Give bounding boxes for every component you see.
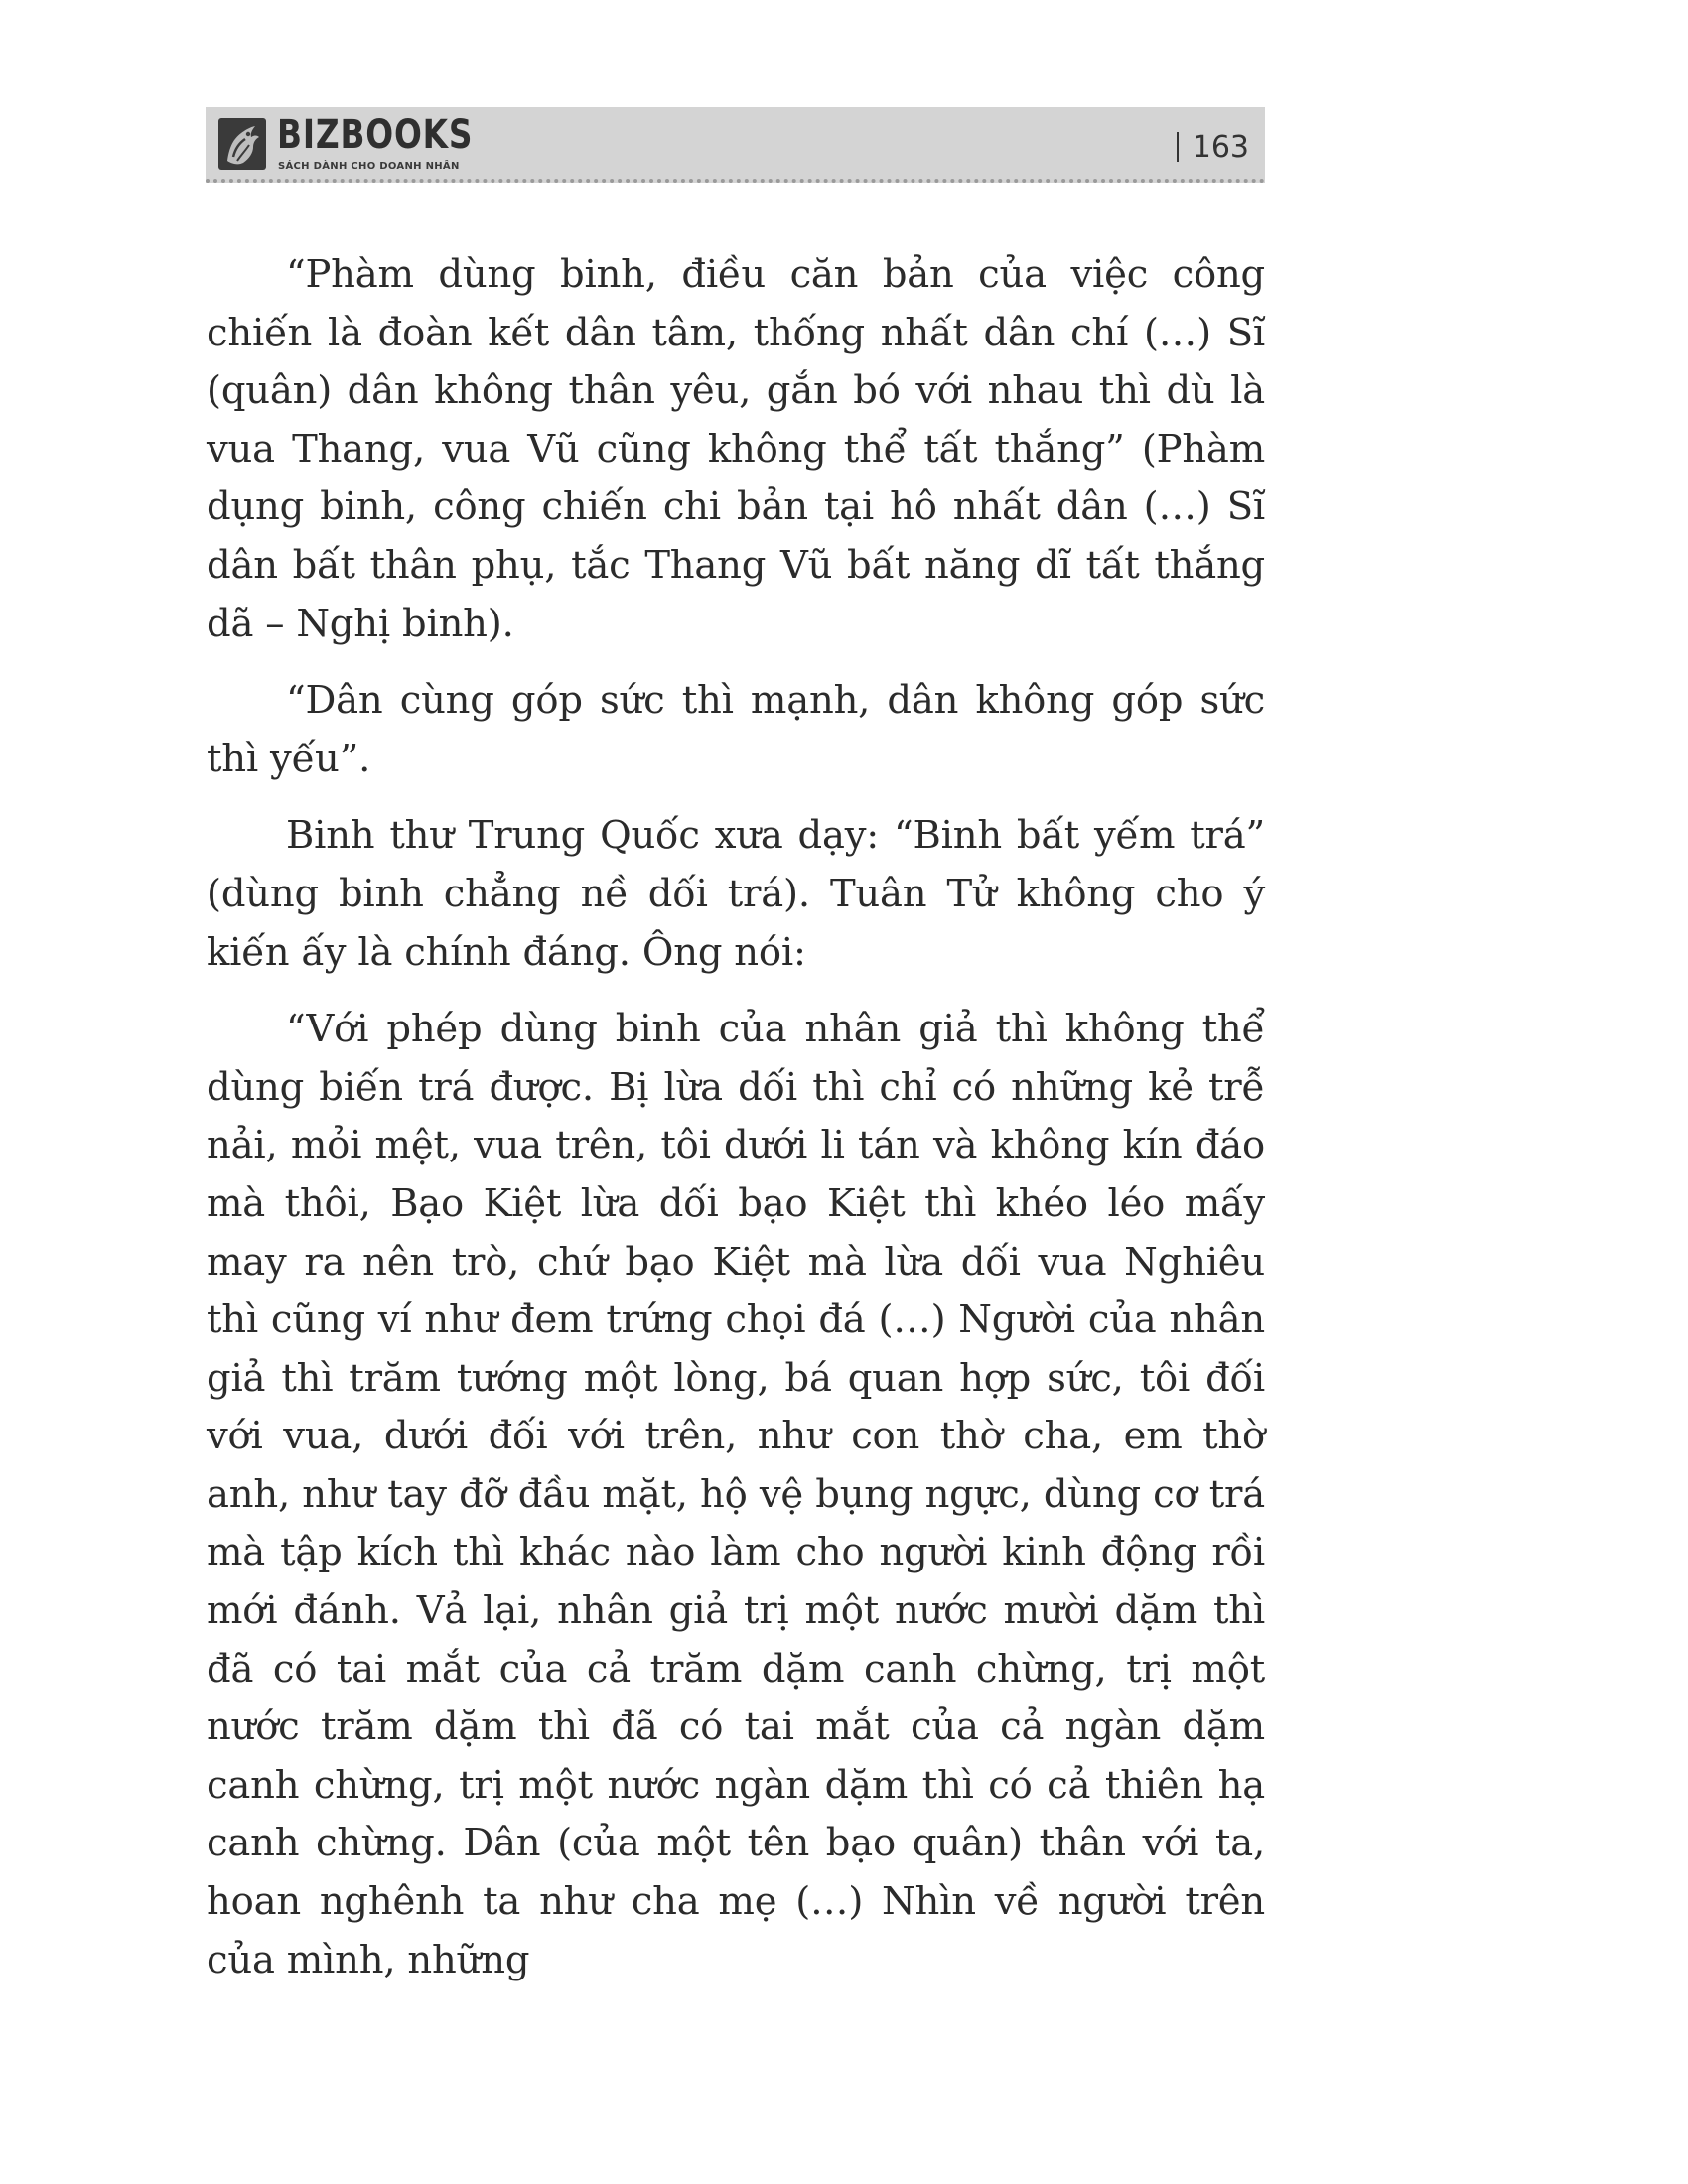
logo-tagline: SÁCH DÀNH CHO DOANH NHÂN [278, 161, 460, 172]
logo-wordmark: BIZBOOKS [277, 112, 474, 158]
paragraph-2: “Dân cùng góp sức thì mạnh, dân không góp sức thì yếu”. [207, 678, 1265, 781]
body-text [207, 246, 1265, 2008]
paragraph-4: “Với phép dùng binh của nhân giả thì không thể dùng biến trá được. Bị lừa dối thì chỉ có những kẻ trễ nải, mỏi mệt, vua trên, tôi dưới li tán và không kín đáo mà thôi, Bạo Kiệt lừa dối bạo Kiệt thì khéo léo mấy may ra nên trò, chứ bạo Kiệt mà lừa dối vua Nghiêu thì cũng ví như đem trứng chọi đá (…) Người của nhân giả thì trăm tướng một lòng, bá quan hợp sức, tôi đối với vua, dưới đối với trên, như con thờ cha, em thờ anh, như tay đỡ đầu mặt, hộ vệ bụng ngực, dùng cơ trá mà tập kích thì khác nào làm cho người kinh động rồi mới đánh. Vả lại, nhân giả trị một nước mười dặm thì đã có tai mắt của cả trăm dặm canh chừng, trị một nước trăm dặm thì đã có tai mắt của cả ngàn dặm canh chừng, trị một nước ngàn dặm thì có cả thiên hạ canh chừng. Dân (của một tên bạo quân) thân với ta, hoan nghênh ta như cha mẹ (…) Nhìn về người trên của mình, những [207, 1007, 1265, 1982]
page-header [206, 107, 1265, 183]
page-number-divider [1177, 132, 1179, 162]
paragraph-3: Binh thư Trung Quốc xưa dạy: “Binh bất yếm trá” (dùng binh chẳng nề dối trá). Tuân Tử không cho ý kiến ấy là chính đáng. Ông nói: [207, 813, 1265, 975]
bizbooks-logo-icon [217, 117, 267, 171]
page-number-value: 163 [1192, 130, 1249, 165]
paragraph-1: “Phàm dùng binh, điều căn bản của việc công chiến là đoàn kết dân tâm, thống nhất dân chí (…) Sĩ (quân) dân không thân yêu, gắn bó với nhau thì dù là vua Thang, vua Vũ cũng không thể tất thắng” (Phàm dụng binh, công chiến chi bản tại hô nhất dân (…) Sĩ dân bất thân phụ, tắc Thang Vũ bất năng dĩ tất thắng dã – Nghị binh). [207, 252, 1265, 646]
page-number [1177, 131, 1249, 165]
